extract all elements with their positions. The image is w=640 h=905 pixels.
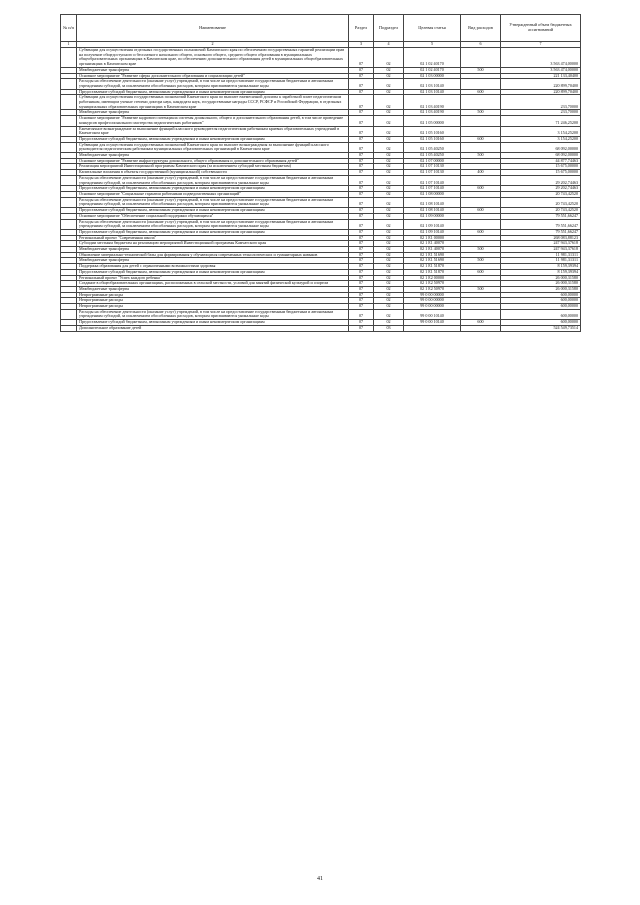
row-amount-cell: 26 000,31580 [501, 275, 581, 281]
row-vid-cell: 600 [461, 136, 501, 142]
row-razdel-cell: 07 [349, 241, 374, 247]
header-vid: Вид расходов [461, 15, 501, 42]
row-amount-cell: 71 246,25200 [501, 116, 581, 126]
row-podrazdel-cell: 02 [374, 320, 404, 326]
row-target-cell: 02 1 07 00000 [404, 158, 461, 164]
row-target-cell: 02 1 05 10160 [404, 136, 461, 142]
row-amount-cell: 600,00000 [501, 292, 581, 298]
row-amount-cell: 44 877,74463 [501, 158, 581, 164]
row-podrazdel-cell: 02 [374, 252, 404, 258]
row-amount-cell: 68 092,00000 [501, 142, 581, 152]
row-target-cell: 02 1 05 10160 [404, 126, 461, 136]
table-row [61, 219, 581, 229]
header-name: Наименование [77, 15, 349, 42]
row-razdel-cell: 07 [349, 175, 374, 185]
row-name-cell: Межбюджетные трансферты [77, 153, 349, 159]
row-razdel-cell: 07 [349, 191, 374, 197]
table-row [61, 309, 581, 319]
row-razdel-cell: 07 [349, 142, 374, 152]
row-target-cell: 02 1 E2 50970 [404, 281, 461, 287]
row-amount-cell: 8 159,39394 [501, 264, 581, 270]
row-target-cell: 02 1 07 10140 [404, 175, 461, 185]
row-razdel-cell: 07 [349, 170, 374, 176]
row-razdel-cell: 07 [349, 275, 374, 281]
row-razdel-cell: 07 [349, 264, 374, 270]
row-target-cell: 02 1 05 00000 [404, 116, 461, 126]
row-target-cell: 02 1 03 40190 [404, 110, 461, 116]
row-amount-cell: 79 551,66247 [501, 229, 581, 235]
row-name-cell: Расходы на обеспечение деятельности (оказание услуг) учреждений, в том числе на предоставление государственным бюджетным и автономным учреждениям субсидий, за исключением обособленных расходов, которым присваиваются уникальные коды [77, 309, 349, 319]
row-podrazdel-cell: 02 [374, 229, 404, 235]
row-amount-cell: 524 549,73514 [501, 325, 581, 331]
row-name-cell: Предоставление субсидий бюджетным, автономным учреждениям и иным некоммерческим организациям [77, 208, 349, 214]
row-podrazdel-cell: 02 [374, 241, 404, 247]
row-vid-cell [461, 309, 501, 319]
row-name-cell: Поддержка образования для детей с ограниченными возможностями здоровья [77, 264, 349, 270]
header-num: № п/п [61, 15, 77, 42]
column-number: 2 [77, 42, 349, 48]
row-target-cell: 02 1 09 00000 [404, 213, 461, 219]
row-podrazdel-cell: 02 [374, 309, 404, 319]
row-podrazdel-cell: 02 [374, 153, 404, 159]
row-amount-cell: 29 202,74463 [501, 175, 581, 185]
row-amount-cell: 221 133,40400 [501, 73, 581, 79]
header-target: Целевая статья [404, 15, 461, 42]
row-name-cell: Обновление материально-технической базы для формирования у обучающихся современных технологических и гуманитарных навыков [77, 252, 349, 258]
row-amount-cell: 11 981,31311 [501, 252, 581, 258]
row-amount-cell: 79 551,66247 [501, 213, 581, 219]
row-vid-cell: 500 [461, 110, 501, 116]
row-vid-cell: 600 [461, 229, 501, 235]
row-podrazdel-cell: 02 [374, 208, 404, 214]
row-podrazdel-cell: 02 [374, 67, 404, 73]
column-number: 5 [404, 42, 461, 48]
row-vid-cell [461, 142, 501, 152]
row-podrazdel-cell: 02 [374, 298, 404, 304]
row-amount-cell: 600,00000 [501, 320, 581, 326]
row-target-cell: 02 1 07 10130 [404, 164, 461, 170]
row-target-cell: 02 1 E2 50970 [404, 286, 461, 292]
row-vid-cell [461, 95, 501, 110]
row-razdel-cell: 07 [349, 89, 374, 95]
row-name-cell: Создание в общеобразовательных организациях, расположенных в сельской местности, условий для занятий физической культурой и спортом [77, 281, 349, 287]
row-podrazdel-cell: 02 [374, 191, 404, 197]
header-amount: Утвержденный объем бюджетных ассигнований [501, 15, 581, 42]
row-podrazdel-cell: 02 [374, 186, 404, 192]
row-name-cell: Непрограммные расходы [77, 298, 349, 304]
row-target-cell: 02 1 03 10140 [404, 89, 461, 95]
row-target-cell: 02 1 E1 51870 [404, 269, 461, 275]
table-row [61, 95, 581, 110]
row-amount-cell: 247 943,37618 [501, 241, 581, 247]
row-num-cell [61, 309, 77, 319]
row-name-cell: Реализация мероприятий Инвестиционной программы Камчатского края (за исключением субсидий местным бюджетам) [77, 164, 349, 170]
row-podrazdel-cell: 02 [374, 258, 404, 264]
row-podrazdel-cell: 02 [374, 126, 404, 136]
table-row [61, 197, 581, 207]
row-num-cell [61, 126, 77, 136]
row-razdel-cell: 07 [349, 126, 374, 136]
row-razdel-cell: 07 [349, 208, 374, 214]
row-amount-cell: 26 000,31580 [501, 286, 581, 292]
row-target-cell: 02 1 09 10140 [404, 229, 461, 235]
row-razdel-cell: 07 [349, 292, 374, 298]
row-target-cell: 99 0 00 00000 [404, 304, 461, 310]
row-target-cell: 02 1 E1 51870 [404, 264, 461, 270]
row-razdel-cell: 07 [349, 95, 374, 110]
row-name-cell: Предоставление субсидий бюджетным, автономным учреждениям и иным некоммерческим организациям [77, 136, 349, 142]
row-name-cell: Капитальные вложения в объекты государственной (муниципальной) собственности [77, 170, 349, 176]
row-name-cell: Расходы на обеспечение деятельности (оказание услуг) учреждений, в том числе на предоставление государственным бюджетным и автономным учреждениям субсидий, за исключением обособленных расходов, которым присваиваются уникальные коды [77, 175, 349, 185]
column-number: 6 [461, 42, 501, 48]
table-row [61, 48, 581, 68]
document-page [60, 14, 580, 332]
row-vid-cell: 600 [461, 269, 501, 275]
row-razdel-cell: 07 [349, 116, 374, 126]
row-target-cell: 02 1 03 10140 [404, 79, 461, 89]
row-vid-cell: 500 [461, 67, 501, 73]
row-vid-cell [461, 219, 501, 229]
row-razdel-cell: 07 [349, 304, 374, 310]
row-vid-cell: 500 [461, 153, 501, 159]
row-vid-cell [461, 197, 501, 207]
row-target-cell: 02 1 E1 40070 [404, 241, 461, 247]
row-target-cell: 99 0 00 10140 [404, 320, 461, 326]
row-vid-cell: 500 [461, 247, 501, 253]
row-vid-cell [461, 116, 501, 126]
column-number: 7 [501, 42, 581, 48]
row-num-cell [61, 79, 77, 89]
row-amount-cell: 29 202,74463 [501, 186, 581, 192]
row-amount-cell: 3 154,25200 [501, 126, 581, 136]
row-target-cell: 99 0 00 00000 [404, 292, 461, 298]
row-amount-cell: 79 551,66247 [501, 219, 581, 229]
table-row [61, 142, 581, 152]
row-target-cell: 99 0 00 10140 [404, 309, 461, 319]
header-podrazdel: Подраздел [374, 15, 404, 42]
row-name-cell: Непрограммные расходы [77, 292, 349, 298]
row-podrazdel-cell: 02 [374, 264, 404, 270]
row-name-cell: Межбюджетные трансферты [77, 286, 349, 292]
row-podrazdel-cell: 02 [374, 73, 404, 79]
row-name-cell: Субвенции для осуществления государственных полномочий Камчатского края по выплате вознаграждения за выполнение функций классного руководителя педагогическим работникам муниципальных образовательных организаций в Камчатском крае [77, 142, 349, 152]
row-amount-cell: 247 943,37618 [501, 247, 581, 253]
row-podrazdel-cell: 02 [374, 197, 404, 207]
row-name-cell: Расходы на обеспечение деятельности (оказание услуг) учреждений, в том числе на предоставление государственным бюджетным и автономным учреждениям субсидий, за исключением обособленных расходов, которым присваиваются уникальные коды [77, 219, 349, 229]
row-podrazdel-cell: 02 [374, 136, 404, 142]
table-row [61, 175, 581, 185]
row-podrazdel-cell: 02 [374, 213, 404, 219]
row-num-cell [61, 48, 77, 68]
row-razdel-cell: 07 [349, 219, 374, 229]
row-target-cell: 02 1 09 10140 [404, 219, 461, 229]
row-name-cell: Межбюджетные трансферты [77, 67, 349, 73]
row-name-cell: Субвенции для осуществления отдельных государственных полномочий Камчатского края по обеспечению государственных гарантий реализации прав на получение общедоступного и бесплатного начального общего, основного общего, среднего общего образования в муниципальных общеобразовательных организациях в Камчатском крае, по обеспечению дополнительного образования детей в муниципальных общеобразовательных организациях в Камчатском крае [77, 48, 349, 68]
row-podrazdel-cell: 02 [374, 116, 404, 126]
row-vid-cell: 600 [461, 320, 501, 326]
row-razdel-cell: 07 [349, 153, 374, 159]
row-num-cell [61, 325, 77, 331]
row-name-cell: Основное мероприятие "Социальные гарантии работникам подведомственных организаций" [77, 191, 349, 197]
row-target-cell: 02 1 07 10140 [404, 186, 461, 192]
row-amount-cell: 15 675,00000 [501, 164, 581, 170]
row-vid-cell [461, 126, 501, 136]
row-razdel-cell: 07 [349, 235, 374, 241]
row-amount-cell: 600,00000 [501, 309, 581, 319]
row-name-cell: Предоставление субсидий бюджетным, автономным учреждениям и иным некоммерческим организациям [77, 89, 349, 95]
table-row [61, 116, 581, 126]
row-vid-cell [461, 175, 501, 185]
budget-table [60, 14, 581, 332]
row-num-cell [61, 116, 77, 126]
row-podrazdel-cell: 02 [374, 281, 404, 287]
row-amount-cell: 3 154,25200 [501, 136, 581, 142]
row-target-cell: 02 1 02 40170 [404, 67, 461, 73]
row-razdel-cell: 07 [349, 164, 374, 170]
row-amount-cell: 20 743,42520 [501, 208, 581, 214]
row-target-cell: 02 1 05 40250 [404, 142, 461, 152]
row-amount-cell: 220 899,70400 [501, 89, 581, 95]
row-num-cell [61, 219, 77, 229]
row-razdel-cell: 07 [349, 229, 374, 235]
row-name-cell: Расходы на обеспечение деятельности (оказание услуг) учреждений, в том числе на предоставление государственным бюджетным и автономным учреждениям субсидий, за исключением обособленных расходов, которым присваиваются уникальные коды [77, 79, 349, 89]
column-number: 1 [61, 42, 77, 48]
row-razdel-cell: 07 [349, 79, 374, 89]
row-podrazdel-cell: 02 [374, 170, 404, 176]
row-name-cell: Основное мероприятие "Развитие сферы дополнительного образования и социализации детей" [77, 73, 349, 79]
table-row [61, 126, 581, 136]
row-num-cell [61, 175, 77, 185]
row-name-cell: Субсидии местным бюджетам на реализацию мероприятий Инвестиционной программы Камчатского края [77, 241, 349, 247]
row-target-cell [404, 325, 461, 331]
row-name-cell: Межбюджетные трансферты [77, 110, 349, 116]
row-podrazdel-cell: 02 [374, 219, 404, 229]
row-razdel-cell: 07 [349, 320, 374, 326]
row-target-cell: 02 1 08 10140 [404, 208, 461, 214]
row-name-cell: Основное мероприятие "Развитие кадрового потенциала системы дошкольного, общего и дополнительного образования детей, в том числе проведение конкурсов профессионального мастерства педагогических работников" [77, 116, 349, 126]
row-vid-cell [461, 325, 501, 331]
table-row [61, 79, 581, 89]
row-target-cell: 02 1 03 00000 [404, 73, 461, 79]
row-vid-cell: 600 [461, 89, 501, 95]
row-name-cell: Межбюджетные трансферты [77, 258, 349, 264]
row-podrazdel-cell: 02 [374, 286, 404, 292]
row-name-cell: Расходы на обеспечение деятельности (оказание услуг) учреждений, в том числе на предоставление государственным бюджетным и автономным учреждениям субсидий, за исключением обособленных расходов, которым присваиваются уникальные коды [77, 197, 349, 207]
row-amount-cell: 3 563 474,00000 [501, 48, 581, 68]
row-vid-cell: 600 [461, 186, 501, 192]
row-name-cell: Ежемесячное вознаграждение за выполнение функций классного руководителя педагогическим работникам краевых образовательных учреждений в Камчатском крае [77, 126, 349, 136]
row-amount-cell: 20 743,42520 [501, 191, 581, 197]
row-name-cell: Дополнительное образование детей [77, 325, 349, 331]
row-amount-cell: 8 159,39394 [501, 269, 581, 275]
row-razdel-cell: 07 [349, 48, 374, 68]
row-podrazdel-cell: 02 [374, 48, 404, 68]
row-target-cell: 02 1 E1 00000 [404, 235, 461, 241]
row-amount-cell: 26 000,31580 [501, 281, 581, 287]
row-vid-cell [461, 48, 501, 68]
row-name-cell: Предоставление субсидий бюджетным, автономным учреждениям и иным некоммерческим организациям [77, 320, 349, 326]
row-podrazdel-cell: 02 [374, 95, 404, 110]
header-razdel: Раздел [349, 15, 374, 42]
page-number: 41 [317, 876, 323, 882]
row-name-cell: Основное мероприятие "Обеспечение социальной поддержки обучающихся" [77, 213, 349, 219]
row-amount-cell: 233,70000 [501, 95, 581, 110]
row-razdel-cell: 07 [349, 73, 374, 79]
row-name-cell: Региональный проект "Успех каждого ребенка" [77, 275, 349, 281]
row-razdel-cell: 07 [349, 281, 374, 287]
row-name-cell: Региональный проект "Современная школа" [77, 235, 349, 241]
row-razdel-cell: 07 [349, 158, 374, 164]
row-target-cell: 02 1 03 40190 [404, 95, 461, 110]
row-razdel-cell: 07 [349, 247, 374, 253]
row-target-cell: 02 1 E1 51690 [404, 252, 461, 258]
table-row [61, 325, 581, 331]
row-target-cell: 99 0 00 00000 [404, 298, 461, 304]
row-name-cell: Субвенции для осуществления государственных полномочий Камчатского края по выплате ежемесячной доплаты к заработной плате педагогическим работникам, имеющим ученые степени доктора наук, кандидата наук, государственные награды СССР, РСФСР и Российской Федерации, в отдельных муниципальных образовательных организациях в Камчатском крае [77, 95, 349, 110]
row-name-cell: Межбюджетные трансферты [77, 247, 349, 253]
row-name-cell: Основное мероприятие "Развитие инфраструктуры дошкольного, общего образования и дополнительного образования детей" [77, 158, 349, 164]
row-podrazdel-cell: 02 [374, 269, 404, 275]
row-podrazdel-cell: 02 [374, 292, 404, 298]
row-vid-cell: 600 [461, 208, 501, 214]
row-podrazdel-cell: 02 [374, 247, 404, 253]
row-target-cell: 02 1 E1 51690 [404, 258, 461, 264]
row-target-cell: 02 1 E1 40070 [404, 247, 461, 253]
row-razdel-cell: 07 [349, 110, 374, 116]
column-number: 4 [374, 42, 404, 48]
row-name-cell: Предоставление субсидий бюджетным, автономным учреждениям и иным некоммерческим организациям [77, 269, 349, 275]
row-podrazdel-cell: 02 [374, 110, 404, 116]
row-amount-cell: 3 563 474,00000 [501, 67, 581, 73]
row-target-cell: 02 1 05 40250 [404, 153, 461, 159]
row-podrazdel-cell: 02 [374, 158, 404, 164]
table-body [61, 48, 581, 332]
row-name-cell: Предоставление субсидий бюджетным, автономным учреждениям и иным некоммерческим организациям [77, 186, 349, 192]
row-amount-cell: 220 899,70400 [501, 79, 581, 89]
row-amount-cell: 233,70000 [501, 110, 581, 116]
row-razdel-cell: 07 [349, 309, 374, 319]
row-razdel-cell: 07 [349, 252, 374, 258]
row-num-cell [61, 197, 77, 207]
row-vid-cell [461, 79, 501, 89]
row-podrazdel-cell: 02 [374, 175, 404, 185]
row-razdel-cell: 07 [349, 286, 374, 292]
row-target-cell: 02 1 08 10140 [404, 197, 461, 207]
row-razdel-cell: 07 [349, 298, 374, 304]
row-amount-cell: 600,00000 [501, 304, 581, 310]
table-header-row [61, 15, 581, 42]
row-vid-cell: 500 [461, 258, 501, 264]
row-amount-cell: 15 675,00000 [501, 170, 581, 176]
row-target-cell: 02 1 E2 00000 [404, 275, 461, 281]
row-amount-cell: 268 083,88123 [501, 235, 581, 241]
row-vid-cell: 500 [461, 286, 501, 292]
row-amount-cell: 68 092,00000 [501, 153, 581, 159]
row-amount-cell: 11 981,31311 [501, 258, 581, 264]
row-podrazdel-cell: 02 [374, 304, 404, 310]
row-podrazdel-cell: 02 [374, 164, 404, 170]
row-target-cell: 02 1 07 10130 [404, 170, 461, 176]
column-number: 3 [349, 42, 374, 48]
row-podrazdel-cell: 03 [374, 325, 404, 331]
row-podrazdel-cell: 02 [374, 89, 404, 95]
row-target-cell: 02 1 08 00000 [404, 191, 461, 197]
row-podrazdel-cell: 02 [374, 275, 404, 281]
row-razdel-cell: 07 [349, 136, 374, 142]
row-amount-cell: 600,00000 [501, 298, 581, 304]
row-razdel-cell: 07 [349, 197, 374, 207]
row-podrazdel-cell: 02 [374, 142, 404, 152]
row-razdel-cell: 07 [349, 269, 374, 275]
row-razdel-cell: 07 [349, 186, 374, 192]
row-vid-cell: 400 [461, 170, 501, 176]
row-name-cell: Предоставление субсидий бюджетным, автономным учреждениям и иным некоммерческим организациям [77, 229, 349, 235]
row-razdel-cell: 07 [349, 325, 374, 331]
row-num-cell [61, 95, 77, 110]
row-name-cell: Непрограммные расходы [77, 304, 349, 310]
row-amount-cell: 20 743,42520 [501, 197, 581, 207]
row-razdel-cell: 07 [349, 258, 374, 264]
row-target-cell: 02 1 02 40170 [404, 48, 461, 68]
row-razdel-cell: 07 [349, 213, 374, 219]
row-razdel-cell: 07 [349, 67, 374, 73]
row-podrazdel-cell: 02 [374, 235, 404, 241]
row-num-cell [61, 142, 77, 152]
row-podrazdel-cell: 02 [374, 79, 404, 89]
